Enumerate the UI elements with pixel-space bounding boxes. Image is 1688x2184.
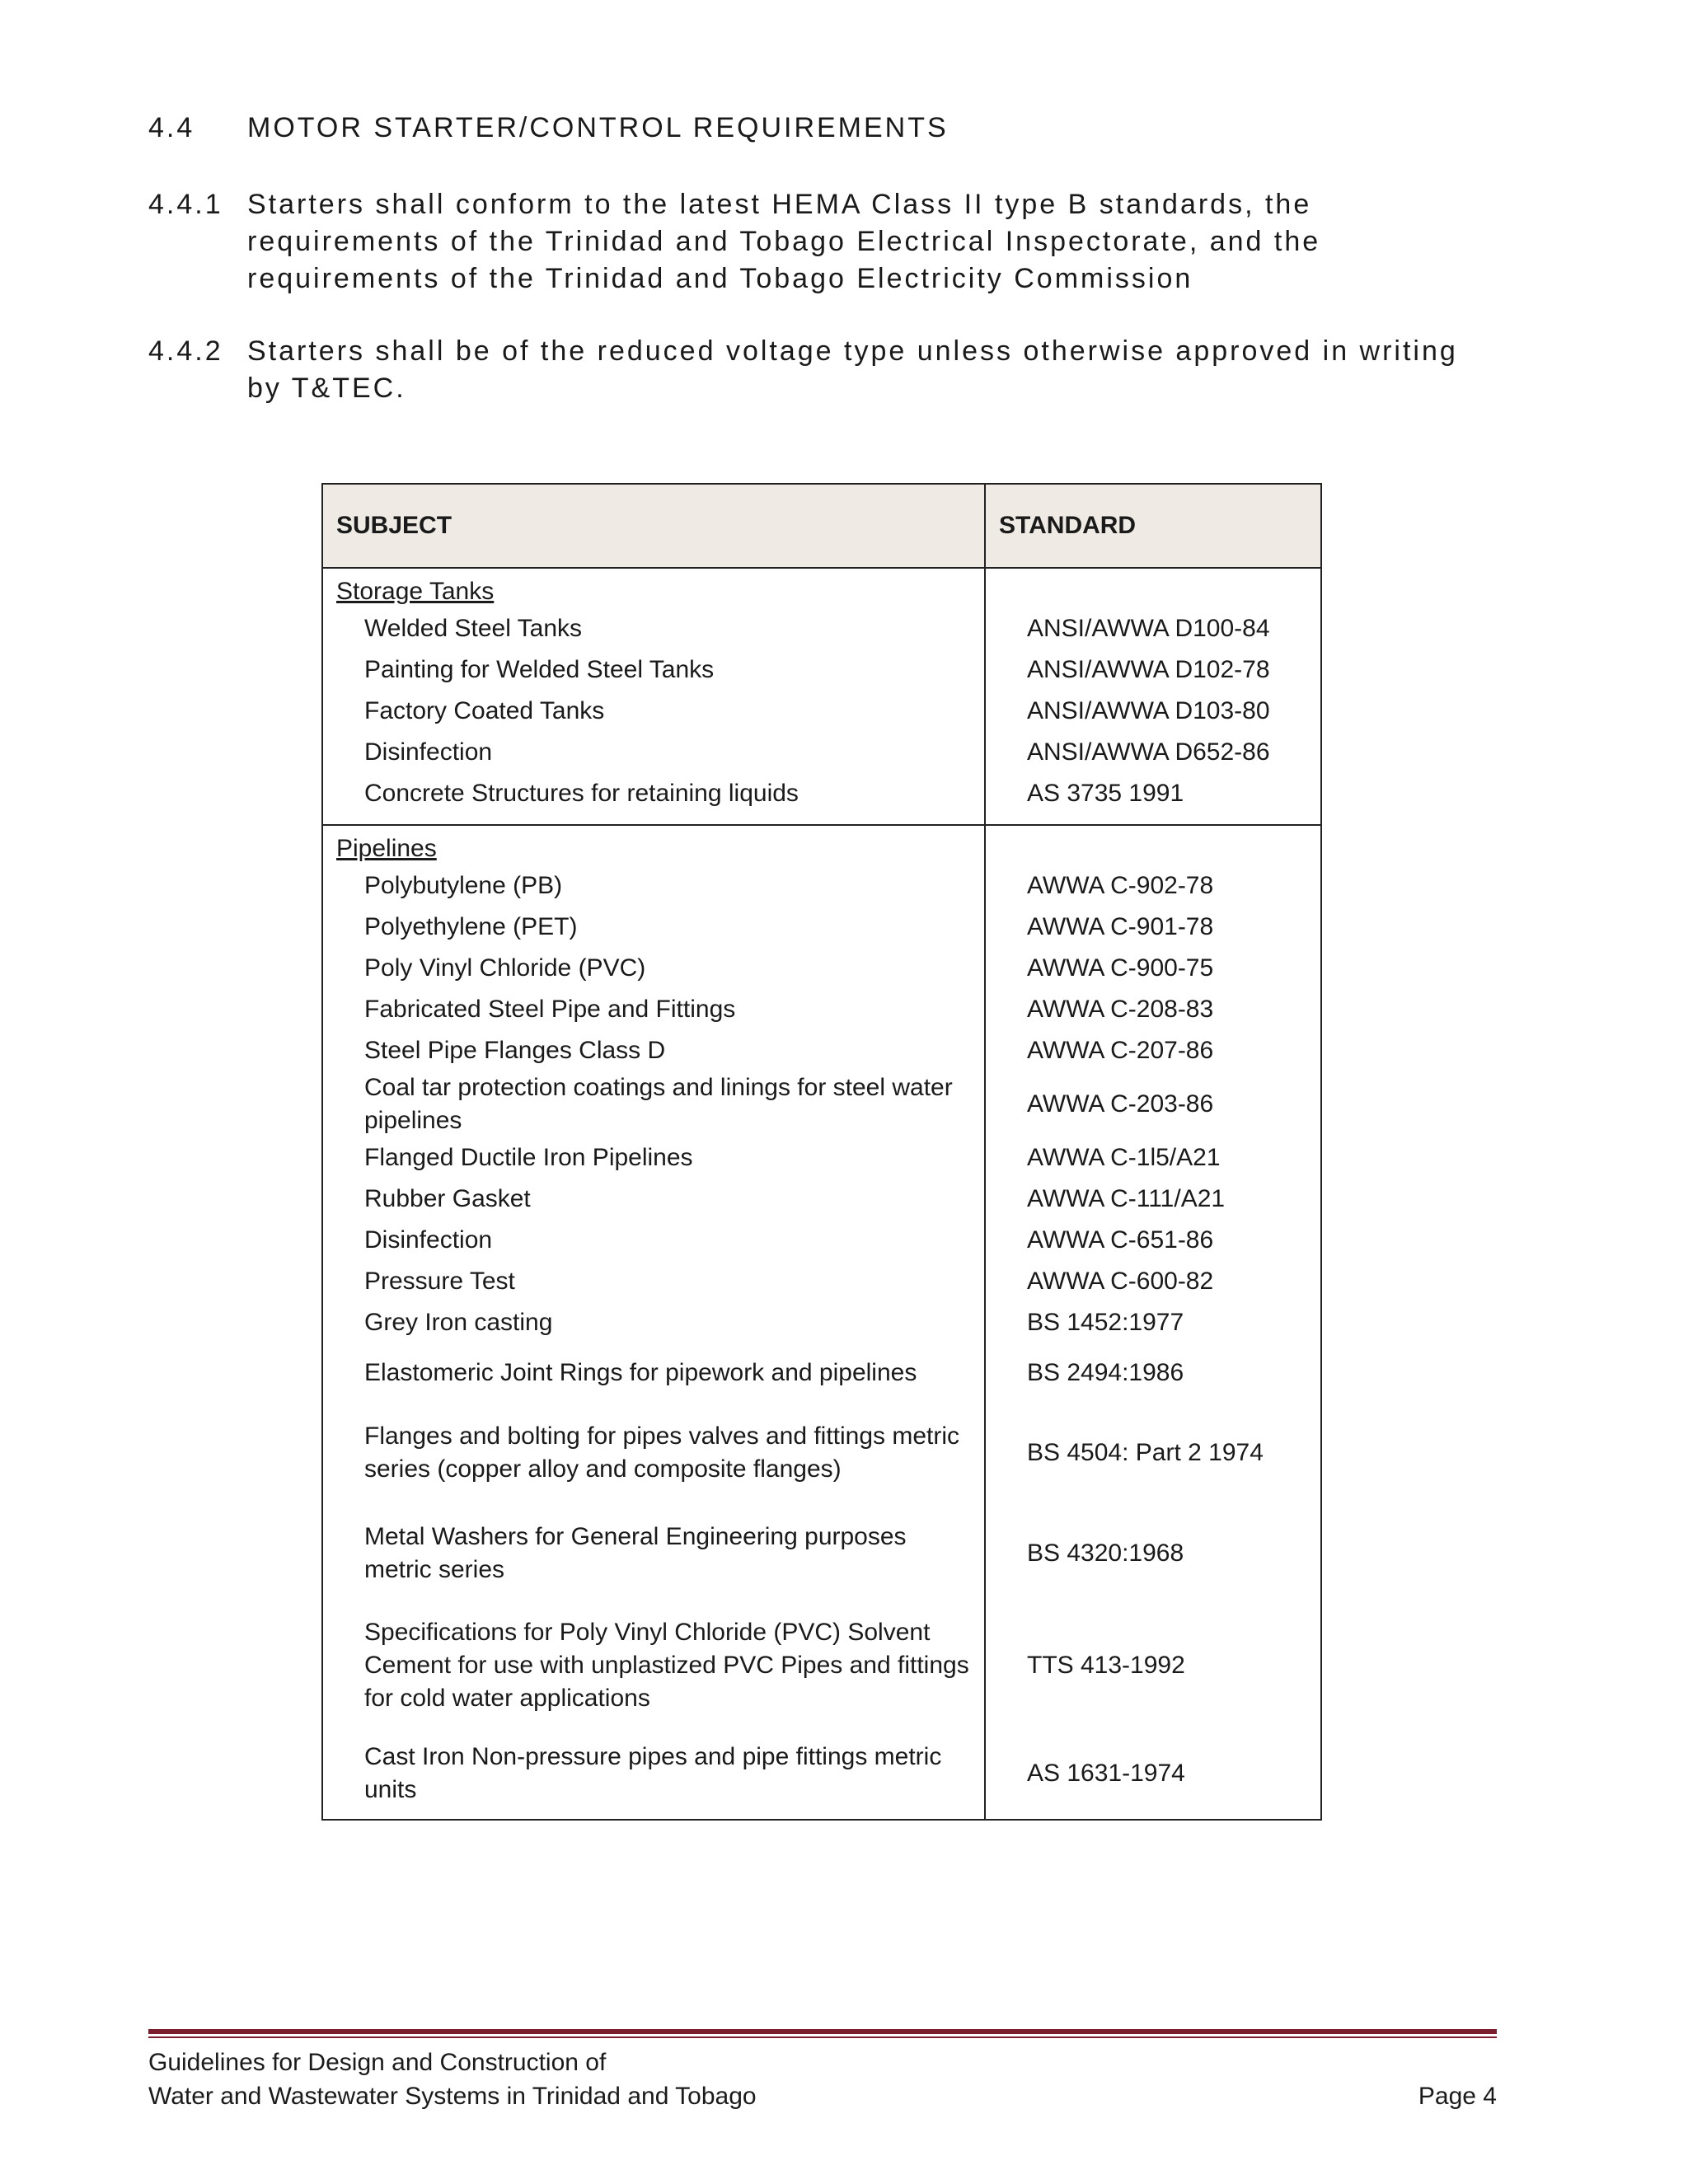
- standard-cell: AWWA C-901-78: [985, 907, 1321, 948]
- table-row: [322, 1137, 1321, 1179]
- standard-cell: AWWA C-651-86: [985, 1220, 1321, 1261]
- clause-number: 4.4.1: [148, 189, 223, 220]
- table-row: [322, 1179, 1321, 1220]
- subject-cell: Fabricated Steel Pipe and Fittings: [322, 989, 985, 1030]
- standard-cell: TTS 413-1992: [985, 1604, 1321, 1727]
- standard-cell: AWWA C-111/A21: [985, 1179, 1321, 1220]
- subject-cell: Grey Iron casting: [322, 1302, 985, 1343]
- standard-column-header: STANDARD: [985, 484, 1321, 568]
- table-row: [322, 948, 1321, 989]
- page-number: Page 4: [1418, 2083, 1497, 2110]
- clause-text: Starters shall conform to the latest HEMA Class II type B standards, the requirements of the Trinidad and Tobago Electrical Inspectorate, and the requirements of the Trinidad and Tobago Electricity Commission: [247, 189, 1321, 294]
- section-heading: [148, 112, 949, 144]
- standard-cell: AWWA C-600-82: [985, 1261, 1321, 1302]
- standard-cell: AWWA C-1l5/A21: [985, 1137, 1321, 1179]
- subject-cell: Elastomeric Joint Rings for pipework and pipelines: [322, 1343, 985, 1403]
- standard-cell: BS 2494:1986: [985, 1343, 1321, 1403]
- table-section-header: [322, 568, 1321, 608]
- standard-cell: AWWA C-902-78: [985, 865, 1321, 907]
- table-section-header: [322, 825, 1321, 865]
- subject-cell: Concrete Structures for retaining liquids: [322, 773, 985, 825]
- subject-cell: Coal tar protection coatings and linings for steel water pipelines: [322, 1071, 985, 1137]
- table-row: [322, 1727, 1321, 1820]
- section-number: 4.4: [148, 112, 195, 143]
- clause-text: Starters shall be of the reduced voltage type unless otherwise approved in writing by T&TEC.: [247, 335, 1458, 404]
- standard-cell: ANSI/AWWA D652-86: [985, 732, 1321, 773]
- standard-cell: AWWA C-203-86: [985, 1071, 1321, 1137]
- subject-cell: Cast Iron Non-pressure pipes and pipe fittings metric units: [322, 1727, 985, 1820]
- standard-cell: BS 4504: Part 2 1974: [985, 1403, 1321, 1503]
- table-row: [322, 1403, 1321, 1503]
- standard-cell: AWWA C-208-83: [985, 989, 1321, 1030]
- table-row: [322, 691, 1321, 732]
- table-row: [322, 1220, 1321, 1261]
- table-row: [322, 1261, 1321, 1302]
- footer-line-2: Water and Wastewater Systems in Trinidad and Tobago: [148, 2083, 757, 2110]
- footer-line-1: Guidelines for Design and Construction of: [148, 2049, 607, 2076]
- table-row: [322, 1302, 1321, 1343]
- section-title-pipelines: Pipelines: [322, 825, 985, 865]
- table-row: [322, 649, 1321, 691]
- subject-cell: Flanges and bolting for pipes valves and fittings metric series (copper alloy and composite flanges): [322, 1403, 985, 1503]
- standard-cell: AS 3735 1991: [985, 773, 1321, 825]
- clause-4-4-1: [148, 186, 1484, 298]
- subject-column-header: SUBJECT: [322, 484, 985, 568]
- table-header-row: [322, 484, 1321, 568]
- table-row: [322, 1343, 1321, 1403]
- standard-cell: AS 1631-1974: [985, 1727, 1321, 1820]
- footer-divider-thin: [148, 2036, 1497, 2038]
- standard-cell: ANSI/AWWA D100-84: [985, 608, 1321, 649]
- section-title: MOTOR STARTER/CONTROL REQUIREMENTS: [247, 112, 949, 143]
- subject-cell: Welded Steel Tanks: [322, 608, 985, 649]
- table-row: [322, 1071, 1321, 1137]
- subject-cell: Disinfection: [322, 732, 985, 773]
- subject-cell: Factory Coated Tanks: [322, 691, 985, 732]
- table-row: [322, 608, 1321, 649]
- clause-number: 4.4.2: [148, 335, 223, 367]
- table-row: [322, 907, 1321, 948]
- clause-4-4-2: [148, 333, 1484, 407]
- table-row: [322, 1503, 1321, 1604]
- table-row: [322, 732, 1321, 773]
- standard-cell: BS 1452:1977: [985, 1302, 1321, 1343]
- table-row: [322, 1030, 1321, 1071]
- standard-cell: AWWA C-207-86: [985, 1030, 1321, 1071]
- subject-cell: Painting for Welded Steel Tanks: [322, 649, 985, 691]
- table-row: [322, 989, 1321, 1030]
- standards-table: [321, 483, 1322, 1821]
- table-row: [322, 1604, 1321, 1727]
- subject-cell: Poly Vinyl Chloride (PVC): [322, 948, 985, 989]
- table-row: [322, 865, 1321, 907]
- page-footer: [148, 2046, 1497, 2113]
- subject-cell: Polybutylene (PB): [322, 865, 985, 907]
- standard-cell: ANSI/AWWA D103-80: [985, 691, 1321, 732]
- subject-cell: Rubber Gasket: [322, 1179, 985, 1220]
- standard-cell: BS 4320:1968: [985, 1503, 1321, 1604]
- subject-cell: Specifications for Poly Vinyl Chloride (PVC) Solvent Cement for use with unplastized PVC Pipes and fittings for cold water applications: [322, 1604, 985, 1727]
- standard-cell: ANSI/AWWA D102-78: [985, 649, 1321, 691]
- subject-cell: Pressure Test: [322, 1261, 985, 1302]
- subject-cell: Steel Pipe Flanges Class D: [322, 1030, 985, 1071]
- standard-cell: AWWA C-900-75: [985, 948, 1321, 989]
- subject-cell: Disinfection: [322, 1220, 985, 1261]
- section-title-storage-tanks: Storage Tanks: [322, 568, 985, 608]
- subject-cell: Flanged Ductile Iron Pipelines: [322, 1137, 985, 1179]
- subject-cell: Metal Washers for General Engineering purposes metric series: [322, 1503, 985, 1604]
- table-row: [322, 773, 1321, 825]
- footer-divider: [148, 2029, 1497, 2034]
- subject-cell: Polyethylene (PET): [322, 907, 985, 948]
